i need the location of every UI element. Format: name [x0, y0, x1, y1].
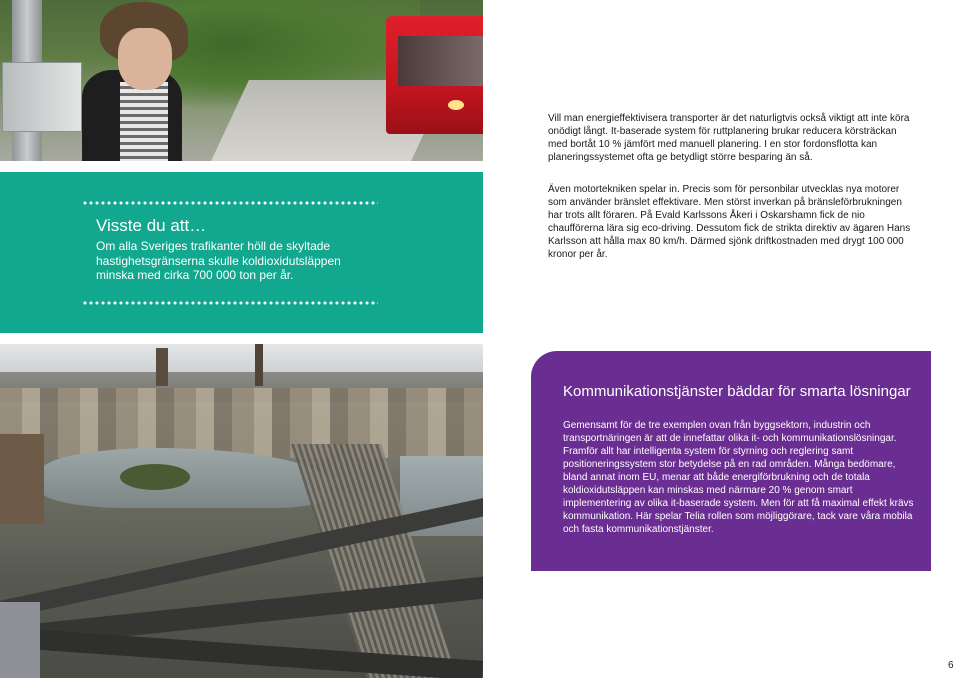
- photo-sign: [2, 62, 82, 132]
- photo-city-trees: [120, 464, 190, 490]
- photo-person-shirt: [120, 82, 168, 161]
- fact-box-heading: Visste du att…: [96, 216, 207, 235]
- fact-box-top-divider: [82, 201, 378, 205]
- street-photo: [0, 0, 483, 161]
- photo-church-spire: [156, 348, 168, 386]
- photo-bus-light: [448, 100, 464, 110]
- fact-box-text: Om alla Sveriges trafikanter höll de skyltade hastighetsgränserna skulle koldioxidutsläppen minska med cirka 700 000 ton per år.: [96, 239, 341, 282]
- page-number: 6: [948, 660, 954, 671]
- photo-person-face: [118, 28, 172, 90]
- info-box-heading: Kommunikationstjänster bäddar för smarta lösningar: [563, 383, 911, 400]
- photo-city-buildings: [0, 388, 483, 458]
- body-paragraph-1: Vill man energieffektivisera transporter är det naturligtvis också viktigt att inte köra onödigt långt. It-baserade system för ruttplanering brukar reducera körsträckan med bortåt 10 % jämfört med manuell planering. I en stor fordonsflotta kan planeringssystemet ofta ge betydligt större besparing än så.: [548, 113, 910, 163]
- photo-city-building: [0, 602, 40, 678]
- body-paragraph-2: Även motortekniken spelar in. Precis som för personbilar utvecklas nya motorer som använder bränslet effektivare. Men störst inverkan på bränsleförbrukningen har trots allt föraren. På Evald Karlssons Åkeri i Oskarshamn fick de nio chaufförerna lära sig eco-driving. Dessutom fick de strikta direktiv av ägaren Hans Karlsson att hålla max 80 km/h. Därmed sjönk driftkostnaden med drygt 100 000 kronor per år.: [548, 184, 911, 260]
- city-photo: [0, 344, 483, 678]
- photo-church-spire: [255, 344, 263, 386]
- photo-city-building: [0, 434, 44, 524]
- photo-bus-window: [398, 36, 483, 86]
- info-box-text: Gemensamt för de tre exemplen ovan från byggsektorn, industrin och transportnäringen är att de innefattar olika it- och kommunikationslösningar. Framför allt har intelligenta system för styrning och reglering samt positioneringssystem stor betydelse på en rad områden. Många bedömare, bland annat inom EU, menar att både energiförbrukning och de totala koldioxidutsläppen kan minskas med närmare 20 % genom smart implementering av olika it-baserade system. Men för att få maximal effekt krävs kommunikation. Här spelar Telia rollen som möjliggörare, tack vare våra mobila och fasta kommunikationstjänster.: [563, 420, 914, 535]
- fact-box-bottom-divider: [82, 301, 378, 305]
